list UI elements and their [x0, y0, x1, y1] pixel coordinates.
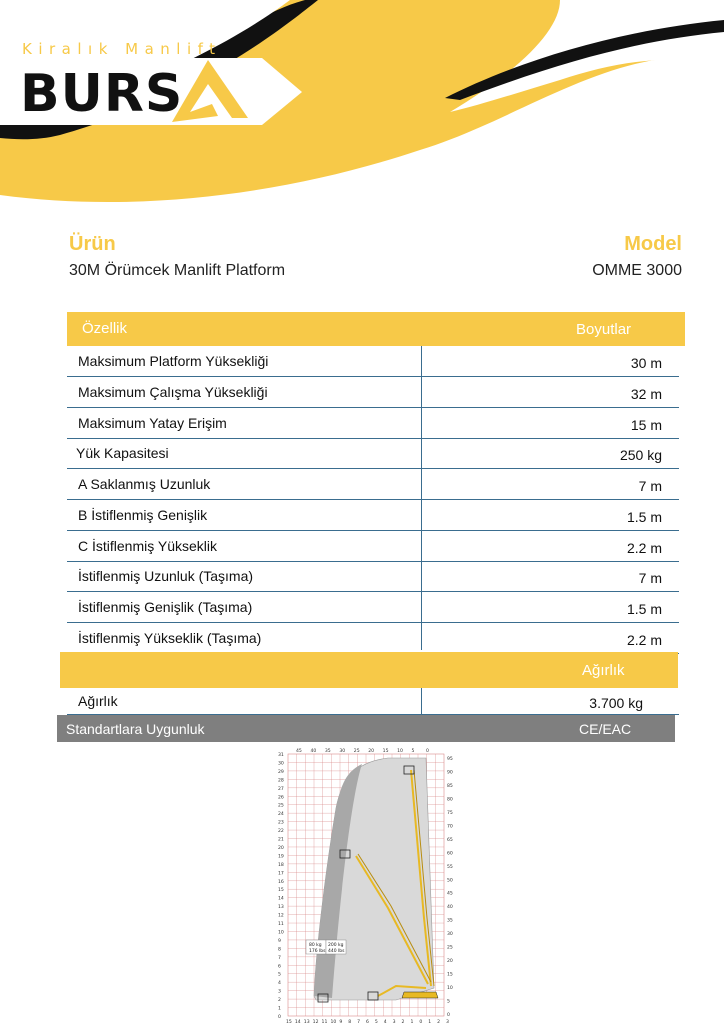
- height-tick-label: 12: [278, 913, 284, 919]
- height-tick-label: 17: [278, 871, 284, 877]
- compliance-label: Standartlara Uygunluk: [66, 721, 205, 737]
- feet-tick-label: 35: [447, 918, 453, 924]
- spec-row-value: 250 kg: [619, 447, 662, 463]
- spec-row-value: 2.2 m: [626, 540, 662, 556]
- model-label: Model: [624, 233, 682, 255]
- height-tick-label: 20: [278, 845, 284, 851]
- top-tick-label: 45: [296, 749, 302, 754]
- spec-row-divider: [67, 561, 679, 562]
- spec-row-divider: [67, 438, 679, 439]
- bottom-tick-label: 13: [303, 1020, 310, 1024]
- weight-value: 3.700 kg: [589, 695, 643, 711]
- spec-row-divider: [67, 622, 679, 623]
- height-tick-label: 13: [278, 905, 284, 911]
- height-tick-label: 9: [278, 938, 281, 944]
- height-tick-label: 21: [278, 837, 284, 843]
- table-column-divider: [421, 346, 422, 650]
- load-labels: [306, 940, 346, 954]
- height-tick-label: 22: [278, 829, 284, 835]
- product-label: Ürün: [69, 233, 116, 255]
- spec-row-value: 32 m: [630, 386, 662, 402]
- col-feature-header: Özellik: [82, 320, 128, 337]
- height-tick-label: 8: [278, 947, 281, 953]
- bottom-tick-label: 3: [392, 1020, 396, 1024]
- spec-row-divider: [67, 468, 679, 469]
- spec-row-label: Maksimum Yatay Erişim: [78, 415, 227, 431]
- weight-column-divider: [421, 688, 422, 714]
- bottom-tick-label: 11: [321, 1020, 328, 1024]
- weight-section-header: [60, 652, 678, 688]
- height-tick-label: 1: [278, 1006, 281, 1012]
- height-tick-label: 28: [278, 778, 284, 784]
- bottom-tick-label: 14: [294, 1020, 301, 1024]
- height-tick-label: 5: [278, 972, 281, 978]
- height-tick-label: 24: [278, 812, 284, 818]
- spec-row-label: C İstiflenmiş Yükseklik: [78, 538, 218, 554]
- feet-tick-label: 10: [447, 986, 453, 992]
- feet-tick-label: 85: [447, 783, 453, 789]
- spec-row-divider: [67, 591, 679, 592]
- top-tick-label: 30: [339, 749, 346, 754]
- feet-tick-label: 70: [447, 824, 453, 830]
- spec-row-label: İstiflenmiş Uzunluk (Taşıma): [78, 568, 254, 584]
- top-tick-label: 20: [368, 749, 375, 754]
- feet-tick-label: 50: [447, 878, 453, 884]
- spec-table-header: [67, 312, 685, 346]
- height-tick-label: 3: [278, 989, 281, 995]
- model-value: OMME 3000: [592, 262, 682, 279]
- feet-tick-label: 55: [447, 864, 453, 870]
- bottom-tick-label: 1: [410, 1020, 414, 1024]
- bottom-tick-label: 6: [366, 1020, 369, 1024]
- top-tick-label: 15: [382, 749, 389, 754]
- bottom-tick-label: 2: [401, 1020, 405, 1024]
- height-tick-label: 10: [278, 930, 284, 936]
- feet-tick-label: 20: [447, 959, 453, 965]
- spec-row-label: Maksimum Platform Yüksekliği: [78, 353, 269, 369]
- height-tick-label: 0: [278, 1015, 281, 1020]
- bottom-tick-label: 2: [437, 1020, 441, 1024]
- working-range-diagram: [276, 748, 456, 1024]
- spec-row-label: İstiflenmiş Yükseklik (Taşıma): [78, 630, 262, 646]
- height-tick-label: 4: [278, 981, 281, 987]
- spec-row-value: 30 m: [630, 355, 662, 371]
- col-dimensions-header: Boyutlar: [576, 321, 632, 338]
- height-tick-label: 16: [278, 879, 284, 885]
- bottom-tick-label: 8: [348, 1020, 352, 1024]
- feet-tick-label: 40: [447, 905, 453, 911]
- bottom-tick-label: 12: [312, 1020, 319, 1024]
- height-tick-label: 19: [278, 854, 284, 860]
- spec-row-value: 1.5 m: [626, 509, 662, 525]
- machine-base-icon: [402, 992, 438, 998]
- bottom-tick-label: 15: [286, 1020, 292, 1024]
- bottom-tick-label: 0: [419, 1020, 423, 1024]
- spec-row-label: A Saklanmış Uzunluk: [78, 476, 211, 492]
- brand-logo-text: BURS: [20, 64, 184, 124]
- spec-row-divider: [67, 407, 679, 408]
- spec-row-value: 15 m: [630, 417, 662, 433]
- product-name: 30M Örümcek Manlift Platform: [69, 262, 286, 279]
- height-tick-label: 25: [278, 803, 284, 809]
- height-tick-label: 23: [278, 820, 284, 826]
- spec-row-value: 1.5 m: [626, 601, 662, 617]
- height-tick-label: 26: [278, 795, 284, 801]
- spec-row-value: 2.2 m: [626, 632, 662, 648]
- spec-row-value: 7 m: [638, 570, 662, 586]
- height-tick-label: 6: [278, 964, 281, 970]
- bottom-tick-label: 7: [357, 1020, 361, 1024]
- compliance-value: CE/EAC: [579, 721, 632, 737]
- feet-tick-label: 30: [447, 932, 453, 938]
- top-tick-label: 25: [353, 749, 360, 754]
- top-tick-label: 40: [310, 749, 317, 754]
- spec-row-value: 7 m: [638, 478, 662, 494]
- compliance-row: [57, 715, 675, 742]
- top-tick-label: 0: [426, 749, 429, 754]
- feet-tick-label: 25: [447, 945, 453, 951]
- weight-label: Ağırlık: [78, 693, 118, 709]
- load-label-176lbs: 176 lbs: [309, 949, 326, 954]
- load-label-80kg: 80 kg: [309, 943, 322, 948]
- feet-tick-label: 65: [447, 837, 453, 843]
- spec-row-label: B İstiflenmiş Genişlik: [78, 507, 208, 523]
- spec-row-label: Maksimum Çalışma Yüksekliği: [78, 384, 268, 400]
- spec-row-divider: [67, 530, 679, 531]
- bottom-tick-label: 3: [446, 1020, 449, 1024]
- top-tick-label: 10: [397, 749, 403, 754]
- height-tick-label: 30: [278, 761, 284, 767]
- top-tick-label: 5: [411, 749, 415, 754]
- feet-tick-label: 45: [447, 891, 453, 897]
- load-label-440lbs: 440 lbs: [328, 949, 345, 954]
- feet-tick-label: 75: [447, 810, 453, 816]
- diagram-feet-ticks: [447, 756, 453, 1018]
- feet-tick-label: 90: [447, 770, 453, 776]
- feet-tick-label: 15: [447, 972, 453, 978]
- feet-tick-label: 5: [447, 999, 450, 1005]
- spec-row-label: Yük Kapasitesi: [76, 445, 169, 461]
- bottom-tick-label: 1: [428, 1020, 432, 1024]
- height-tick-label: 27: [278, 786, 284, 792]
- spec-row-divider: [67, 376, 679, 377]
- height-tick-label: 29: [278, 769, 284, 775]
- height-tick-label: 15: [278, 888, 284, 894]
- bottom-tick-label: 10: [330, 1020, 337, 1024]
- diagram-bottom-ticks: [286, 1019, 449, 1024]
- height-tick-label: 14: [278, 896, 284, 902]
- diagram-top-ticks: [296, 748, 429, 754]
- height-tick-label: 31: [278, 753, 284, 758]
- height-tick-label: 18: [278, 862, 284, 868]
- bottom-tick-label: 9: [339, 1020, 343, 1024]
- spec-row-label: İstiflenmiş Genişlik (Taşıma): [78, 599, 253, 615]
- diagram-height-ticks: [278, 752, 284, 1020]
- brand-tagline: Kiralık Manlift: [22, 40, 222, 58]
- height-tick-label: 11: [278, 922, 284, 928]
- feet-tick-label: 0: [447, 1013, 450, 1018]
- height-tick-label: 2: [278, 998, 281, 1004]
- feet-tick-label: 95: [447, 757, 453, 762]
- top-tick-label: 35: [324, 749, 331, 754]
- feet-tick-label: 80: [447, 797, 453, 803]
- feet-tick-label: 60: [447, 851, 453, 857]
- bottom-tick-label: 5: [374, 1020, 378, 1024]
- spec-row-divider: [67, 499, 679, 500]
- weight-header-label: Ağırlık: [582, 662, 625, 679]
- height-tick-label: 7: [278, 955, 281, 961]
- bottom-tick-label: 4: [383, 1020, 387, 1024]
- load-label-200kg: 200 kg: [328, 943, 344, 948]
